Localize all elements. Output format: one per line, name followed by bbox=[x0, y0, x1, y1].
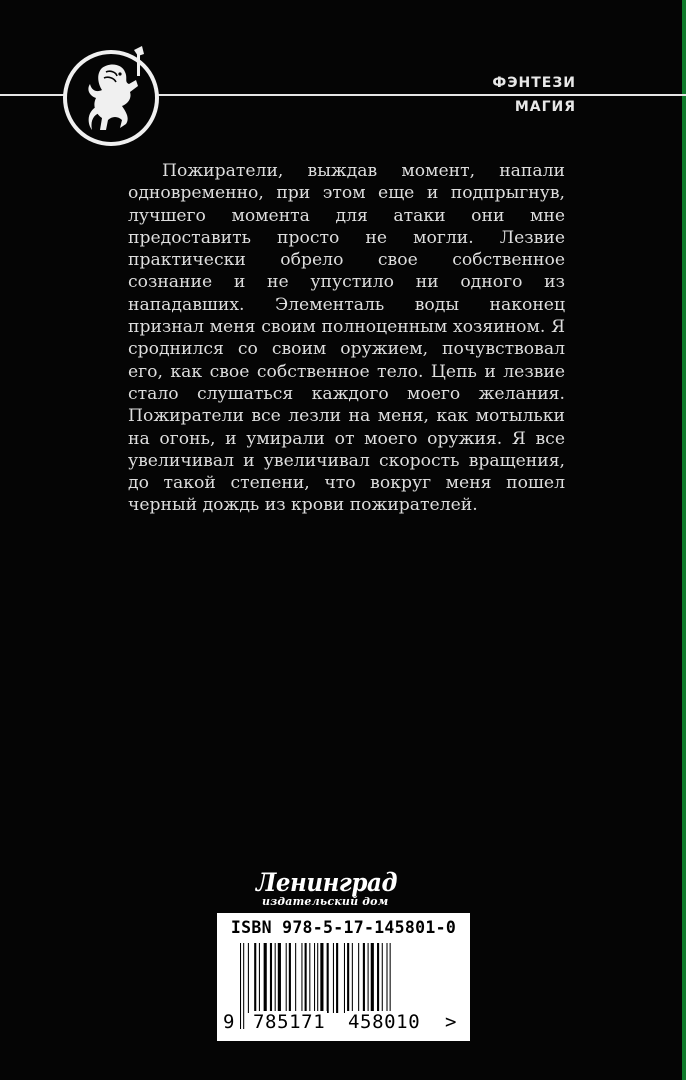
barcode-arrow: > bbox=[445, 1011, 457, 1033]
barcode-bar bbox=[371, 943, 374, 1013]
barcode-bar bbox=[327, 943, 329, 1013]
barcode-bar bbox=[305, 943, 307, 1013]
barcode-bar bbox=[270, 943, 272, 1013]
barcode-bar bbox=[333, 943, 334, 1013]
barcode-bar bbox=[363, 943, 365, 1013]
barcode-bar bbox=[336, 943, 338, 1013]
barcode-bar bbox=[295, 943, 296, 1013]
genre-label-fantasy: ФЭНТЕЗИ bbox=[492, 75, 576, 91]
spine-edge-stripe bbox=[682, 0, 686, 1080]
barcode-bar bbox=[358, 943, 359, 1013]
barcode-bar bbox=[254, 943, 256, 1013]
barcode-bar bbox=[289, 943, 291, 1013]
publisher-name: Ленинград bbox=[256, 868, 398, 897]
barcode-bar bbox=[264, 943, 267, 1013]
barcode-bar bbox=[352, 943, 353, 1013]
barcode-bar bbox=[309, 943, 310, 1013]
barcode-bar bbox=[347, 943, 349, 1013]
barcode-bar bbox=[286, 943, 287, 1013]
publisher-logo bbox=[256, 870, 426, 914]
barcode-bar bbox=[382, 943, 383, 1013]
barcode-bar bbox=[320, 943, 323, 1013]
barcode-bar bbox=[368, 943, 369, 1013]
barcode-bar bbox=[248, 943, 249, 1013]
barcode-bar bbox=[259, 943, 260, 1013]
back-cover-blurb: Пожиратели, выждав момент, напали одновременно, при этом еще и подпрыгнув, лучшего момента для атаки они мне предоставить просто не могли. Лезвие практически обрело свое собственное сознание и не упустило ни одного из нападавших. Элементаль воды наконец признал меня своим полноценным хозяином. Я сроднился со своим оружием, почувствовал его, как свое собственное тело. Цепь и лезвие стало слушаться каждого моего желания. Пожиратели все лезли на меня, как мотыльки на огонь, и умирали от моего оружия. Я все увеличивал и увеличивал скорость вращения, до такой степени, что вокруг меня пошел черный дождь из крови пожирателей. bbox=[128, 161, 565, 516]
barcode-digit-first: 9 bbox=[223, 1011, 235, 1033]
isbn-number: ISBN 978-5-17-145801-0 bbox=[230, 918, 457, 937]
barcode-bar bbox=[275, 943, 276, 1013]
barcode-digits-left: 785171 bbox=[253, 1011, 326, 1033]
barcode-bar bbox=[240, 943, 241, 1029]
barcode-bar bbox=[377, 943, 379, 1013]
barcode-digits-right: 458010 bbox=[348, 1011, 421, 1033]
lion-rampant-icon bbox=[62, 44, 160, 148]
barcode-bar bbox=[301, 943, 302, 1013]
genre-label-magic: МАГИЯ bbox=[514, 99, 576, 115]
barcode-bar bbox=[243, 943, 244, 1029]
barcode-bar bbox=[278, 943, 281, 1013]
isbn-barcode bbox=[217, 913, 470, 1041]
publisher-subtitle: издательский дом bbox=[262, 895, 389, 908]
barcode-bar bbox=[344, 943, 345, 1013]
